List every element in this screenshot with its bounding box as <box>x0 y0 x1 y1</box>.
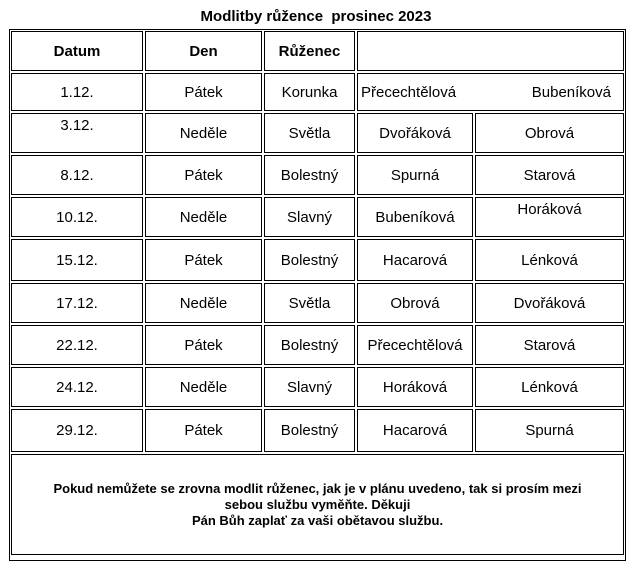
cell-name2: Starová <box>475 155 624 195</box>
cell-day: Pátek <box>145 239 262 281</box>
cell-day: Neděle <box>145 367 262 407</box>
cell-name1: Horáková <box>357 367 473 407</box>
cell-names <box>357 73 624 111</box>
cell-rosary: Bolestný <box>264 155 355 195</box>
header-date: Datum <box>11 31 143 71</box>
cell-date: 24.12. <box>11 367 143 407</box>
header-rosary: Růženec <box>264 31 355 71</box>
cell-name2: Dvořáková <box>475 283 624 323</box>
cell-name2: Lénková <box>475 367 624 407</box>
cell-day: Pátek <box>145 155 262 195</box>
cell-date: 1.12. <box>11 73 143 111</box>
cell-day: Pátek <box>145 73 262 111</box>
cell-name1: Hacarová <box>357 239 473 281</box>
cell-name1: Obrová <box>357 283 473 323</box>
cell-date: 15.12. <box>11 239 143 281</box>
cell-date: 29.12. <box>11 409 143 452</box>
cell-name1: Hacarová <box>357 409 473 452</box>
cell-date: 17.12. <box>11 283 143 323</box>
cell-name2: Starová <box>475 325 624 365</box>
header-names <box>357 31 624 71</box>
cell-day: Neděle <box>145 283 262 323</box>
note-box <box>11 454 624 555</box>
cell-date: 3.12. <box>11 113 143 153</box>
cell-date: 22.12. <box>11 325 143 365</box>
cell-name2: Lénková <box>475 239 624 281</box>
note-line: sebou službu vyměňte. Děkuji <box>224 496 411 512</box>
cell-date: 8.12. <box>11 155 143 195</box>
cell-rosary: Korunka <box>264 73 355 111</box>
cell-name1: Přecechtělová <box>361 83 457 101</box>
cell-day: Pátek <box>145 409 262 452</box>
cell-date: 10.12. <box>11 197 143 237</box>
cell-rosary: Bolestný <box>264 325 355 365</box>
cell-rosary: Světla <box>264 113 355 153</box>
cell-rosary: Bolestný <box>264 409 355 452</box>
cell-rosary: Slavný <box>264 367 355 407</box>
cell-name1: Spurná <box>357 155 473 195</box>
page-title: Modlitby růžence prosinec 2023 <box>200 8 432 25</box>
cell-name2: Obrová <box>475 113 624 153</box>
cell-rosary: Bolestný <box>264 239 355 281</box>
cell-day: Pátek <box>145 325 262 365</box>
cell-rosary: Slavný <box>264 197 355 237</box>
cell-day: Neděle <box>145 197 262 237</box>
header-day: Den <box>145 31 262 71</box>
cell-name2: Bubeníková <box>531 83 611 101</box>
cell-day: Neděle <box>145 113 262 153</box>
cell-rosary: Světla <box>264 283 355 323</box>
cell-name1: Bubeníková <box>357 197 473 237</box>
cell-name2: Horáková <box>475 197 624 237</box>
cell-name1: Dvořáková <box>357 113 473 153</box>
cell-name1: Přecechtělová <box>357 325 473 365</box>
note-line: Pán Bůh zaplať za vaši obětavou službu. <box>191 512 444 528</box>
note-line: Pokud nemůžete se zrovna modlit růženec, jak je v plánu uvedeno, tak si prosím mezi <box>53 480 582 496</box>
cell-name2: Spurná <box>475 409 624 452</box>
